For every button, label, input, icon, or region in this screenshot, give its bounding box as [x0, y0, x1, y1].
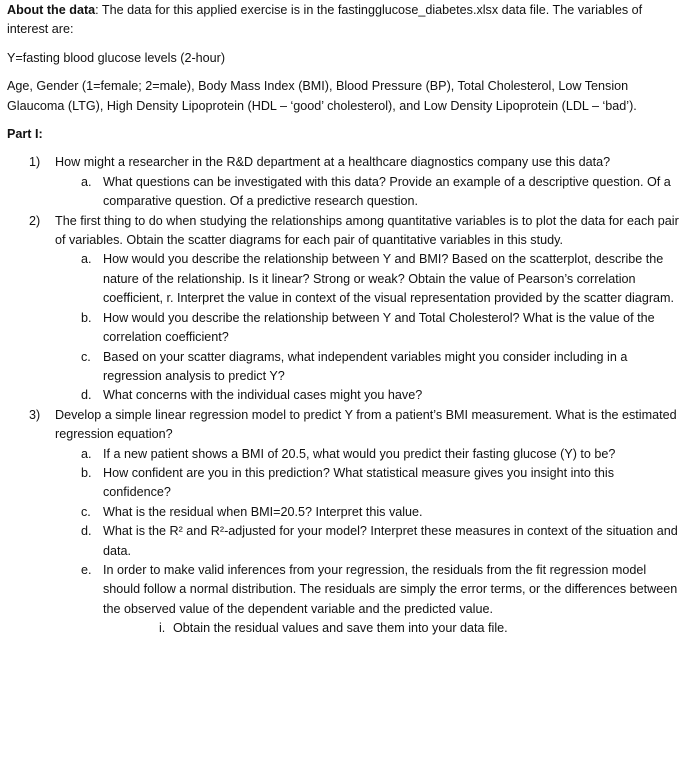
sub-question-letter: a.: [81, 252, 92, 267]
sub-question-text: How would you describe the relationship between Y and Total Cholesterol? What is the value of the correlation coefficient?: [103, 310, 655, 345]
sub-question-list: [55, 250, 684, 405]
sub-question-text: What questions can be investigated with this data? Provide an example of a descriptive question. Of a comparative question. Of a predictive research question.: [103, 174, 671, 209]
sub-question: [55, 464, 684, 503]
sub-question: [55, 503, 684, 522]
sub-question-text: What concerns with the individual cases might you have?: [103, 388, 423, 403]
about-paragraph: [7, 0, 684, 40]
sub-question: [55, 522, 684, 561]
question-list: [7, 153, 684, 638]
y-definition: Y=fasting blood glucose levels (2-hour): [7, 50, 226, 65]
sub-question-text: In order to make valid inferences from your regression, the residuals from the fit regression model should follow a normal distribution. The residuals are simply the error terms, or the differences between the observed value of the dependent variable and the predicted value.: [103, 562, 678, 616]
variables-paragraph: Age, Gender (1=female; 2=male), Body Mass Index (BMI), Blood Pressure (BP), Total Cholesterol, Low Tension Glaucoma (LTG), High Density Lipoprotein (HDL – ‘good’ cholesterol), and Low Density Lipoprotein (LDL – ‘bad’).: [7, 79, 637, 113]
sub-question-text: How would you describe the relationship between Y and BMI? Based on the scatterplot, describe the nature of the relationship. Is it linear? Strong or weak? Obtain the value of Pearson’s correlation coefficient, r. Interpret the value in context of the visual representation provided by the scatter diagram.: [103, 252, 675, 306]
sub-question-text: What is the R² and R²-adjusted for your model? Interpret these measures in context of the situation and data.: [103, 524, 678, 558]
sub-question-letter: b.: [81, 310, 92, 325]
sub-question-letter: d.: [81, 388, 92, 403]
sub-question-letter: e.: [81, 562, 92, 577]
sub-question-list: [55, 445, 684, 639]
sub-question: [55, 173, 684, 212]
sub-sub-question-text: Obtain the residual values and save them into your data file.: [173, 621, 508, 636]
sub-question-letter: c.: [81, 349, 91, 364]
question-text: Develop a simple linear regression model to predict Y from a patient’s BMI measurement. What is the estimated regression equation?: [55, 407, 677, 442]
question-text: The first thing to do when studying the relationships among quantitative variables is to plot the data for each pair of variables. Obtain the scatter diagrams for each pair of quantitative variables in this study.: [55, 213, 679, 248]
sub-question-text: What is the residual when BMI=20.5? Interpret this value.: [103, 504, 423, 519]
sub-question: [55, 348, 684, 387]
sub-sub-question-list: [103, 619, 684, 638]
about-label: About the data: [7, 3, 96, 17]
sub-question-list: [55, 173, 684, 212]
sub-sub-question-numeral: i.: [159, 621, 166, 636]
question-number: 1): [29, 155, 41, 170]
question-number: 3): [29, 407, 41, 422]
sub-question: [55, 386, 684, 405]
sub-question-text: Based on your scatter diagrams, what independent variables might you consider including in a regression analysis to predict Y?: [103, 349, 628, 383]
sub-question-letter: d.: [81, 524, 92, 539]
part-title: Part I:: [7, 127, 43, 142]
question-2: [7, 212, 684, 406]
question-1: [7, 153, 684, 211]
sub-question: [55, 445, 684, 464]
question-text: How might a researcher in the R&D department at a healthcare diagnostics company use this data?: [55, 155, 611, 170]
sub-question-letter: a.: [81, 174, 92, 189]
sub-question-text: If a new patient shows a BMI of 20.5, what would you predict their fasting glucose (Y) to be?: [103, 446, 616, 461]
sub-question-letter: a.: [81, 446, 92, 461]
sub-question: [55, 309, 684, 348]
sub-question: [55, 561, 684, 639]
sub-question: [55, 250, 684, 308]
question-3: [7, 406, 684, 639]
sub-question-text: How confident are you in this prediction? What statistical measure gives you insight into this confidence?: [103, 465, 614, 500]
about-text: : The data for this applied exercise is in the fastingglucose_diabetes.xlsx data file. The variables of interest are:: [7, 3, 643, 37]
sub-question-letter: c.: [81, 504, 91, 519]
sub-question-letter: b.: [81, 465, 92, 480]
question-number: 2): [29, 213, 41, 228]
sub-sub-question: [103, 619, 684, 638]
